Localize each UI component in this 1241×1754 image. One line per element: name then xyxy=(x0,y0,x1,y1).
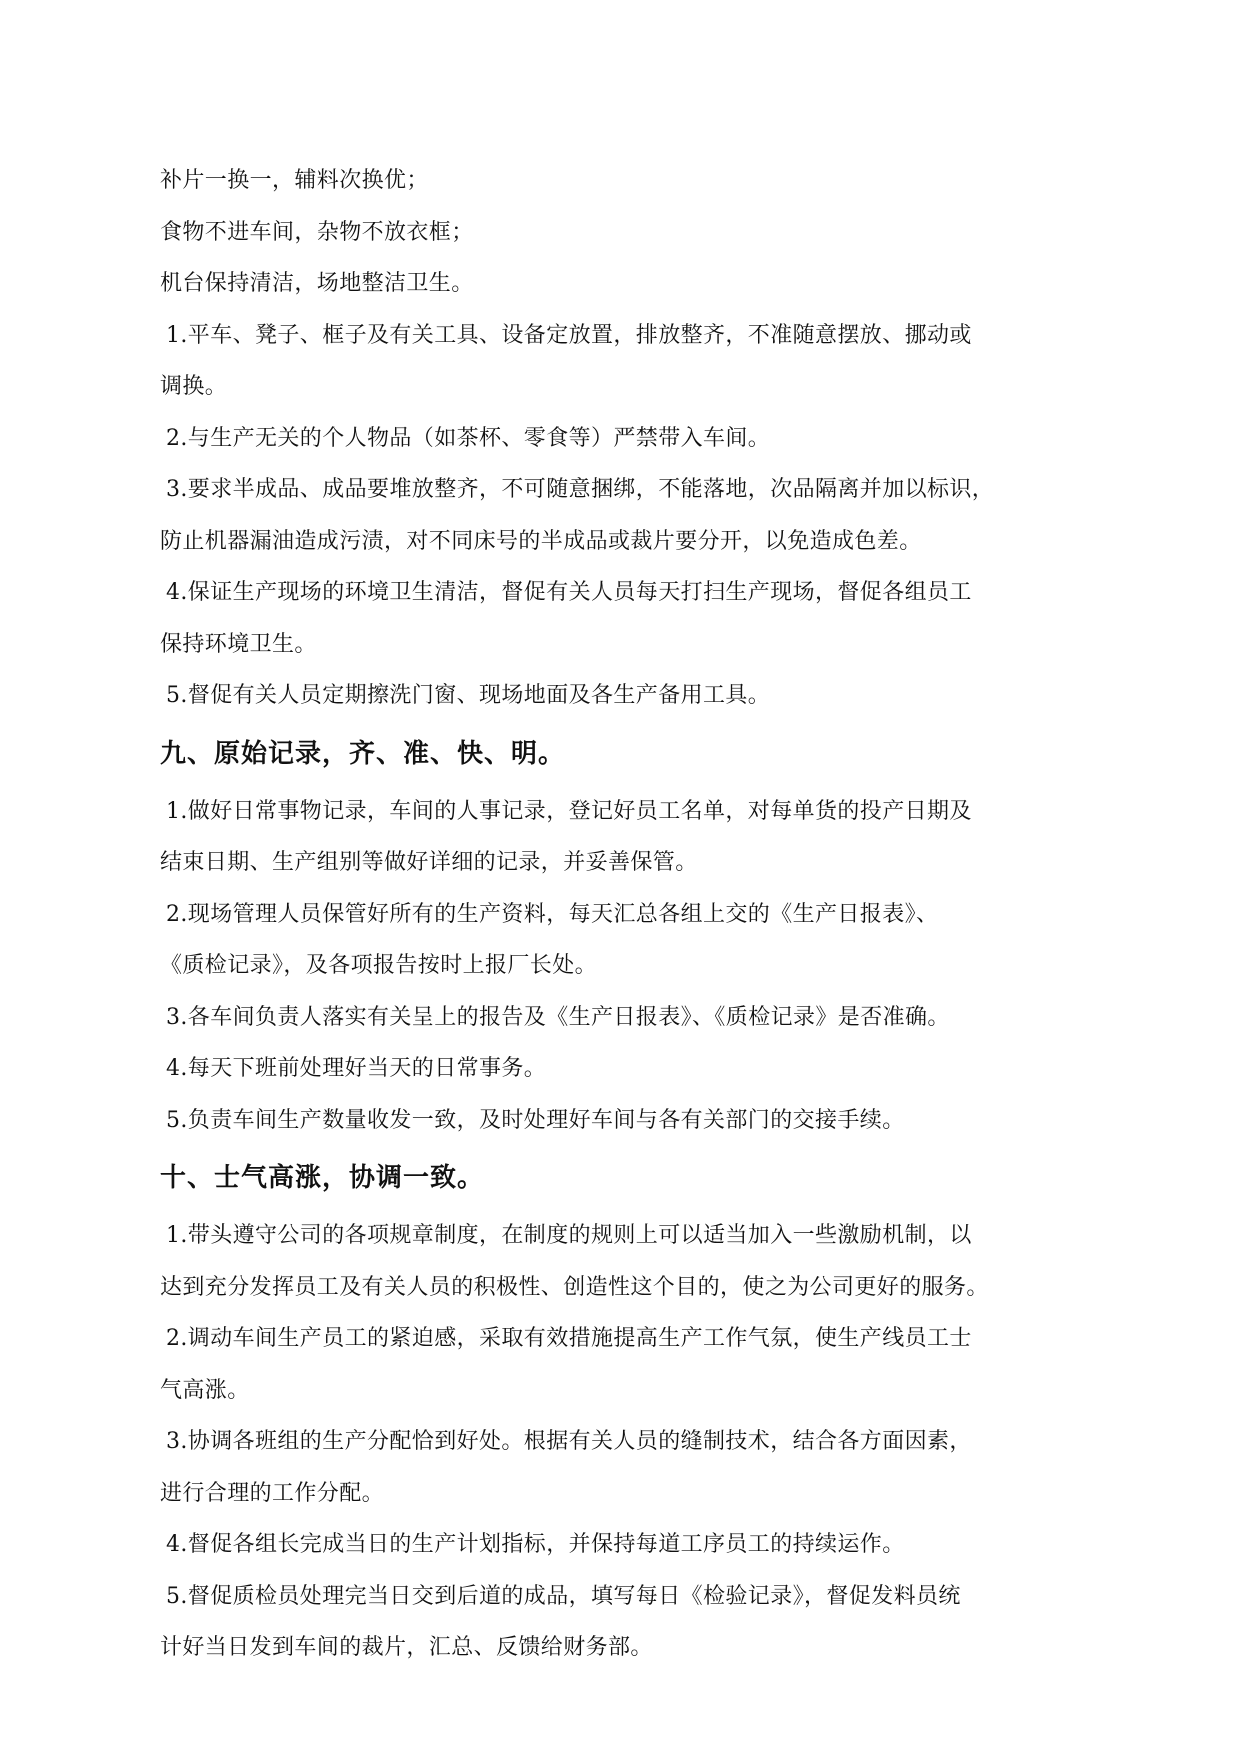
list-item-line: 《质检记录》，及各项报告按时上报厂长处。 xyxy=(160,953,598,978)
section-heading: 九、原始记录，齐、准、快、明。 xyxy=(160,738,566,769)
list-item-line: 3.各车间负责人落实有关呈上的报告及《生产日报表》、《质检记录》是否准确。 xyxy=(166,1004,950,1030)
document-page xyxy=(160,155,1080,1674)
list-item xyxy=(160,567,1080,670)
list-item-line: 1.带头遵守公司的各项规章制度，在制度的规则上可以适当加入一些激励机制，以 xyxy=(166,1223,972,1248)
list-item xyxy=(160,1519,1080,1571)
list-item xyxy=(160,1571,1080,1674)
list-item xyxy=(160,1313,1080,1416)
list-item-line: 防止机器漏油造成污渍，对不同床号的半成品或裁片要分开，以免造成色差。 xyxy=(160,528,922,554)
section-heading: 十、士气高涨，协调一致。 xyxy=(160,1163,485,1193)
section-9 xyxy=(160,722,1080,1147)
list-item-line: 5.督促质检员处理完当日交到后道的成品，填写每日《检验记录》，督促发料员统 xyxy=(166,1583,961,1609)
list-item xyxy=(160,413,1080,465)
list-item-line: 计好当日发到车间的裁片，汇总、反馈给财务部。 xyxy=(160,1635,653,1660)
list-item xyxy=(160,1416,1080,1519)
list-item-line: 1.平车、凳子、框子及有关工具、设备定放置，排放整齐，不准随意摆放、挪动或 xyxy=(166,322,972,348)
list-item xyxy=(160,992,1080,1044)
intro-line: 食物不进车间，杂物不放衣框； xyxy=(160,219,474,245)
intro-block xyxy=(160,155,1080,310)
list-item xyxy=(160,889,1080,992)
list-item xyxy=(160,786,1080,889)
intro-line: 补片一换一，辅料次换优； xyxy=(160,168,429,193)
list-item xyxy=(160,310,1080,413)
list-item-line: 1.做好日常事物记录，车间的人事记录，登记好员工名单，对每单货的投产日期及 xyxy=(166,798,972,824)
list-item-line: 调换。 xyxy=(160,374,228,399)
list-item xyxy=(160,1210,1080,1313)
list-item xyxy=(160,670,1080,722)
list-item-line: 4.每天下班前处理好当天的日常事务。 xyxy=(166,1056,547,1081)
list-item xyxy=(160,1095,1080,1147)
list-item xyxy=(160,1043,1080,1095)
list-item-line: 4.保证生产现场的环境卫生清洁，督促有关人员每天打扫生产现场，督促各组员工 xyxy=(166,580,972,605)
list-item-line: 进行合理的工作分配。 xyxy=(160,1480,385,1506)
list-item-line: 3.协调各班组的生产分配恰到好处。根据有关人员的缝制技术，结合各方面因素， xyxy=(166,1429,972,1454)
list-item-line: 4.督促各组长完成当日的生产计划指标，并保持每道工序员工的持续运作。 xyxy=(166,1532,905,1557)
intro-line: 机台保持清洁，场地整洁卫生。 xyxy=(160,271,474,296)
list-item-line: 5.负责车间生产数量收发一致，及时处理好车间与各有关部门的交接手续。 xyxy=(166,1107,905,1133)
section-10 xyxy=(160,1146,1080,1674)
list-item-line: 3.要求半成品、成品要堆放整齐，不可随意捆绑，不能落地，次品隔离并加以标识， xyxy=(166,477,995,502)
list-item-line: 保持环境卫生。 xyxy=(160,631,317,657)
list-item-line: 气高涨。 xyxy=(160,1377,250,1403)
list-item-line: 结束日期、生产组别等做好详细的记录，并妥善保管。 xyxy=(160,850,698,875)
section-8-list xyxy=(160,310,1080,722)
list-item xyxy=(160,464,1080,567)
list-item-line: 2.现场管理人员保管好所有的生产资料，每天汇总各组上交的《生产日报表》、 xyxy=(166,901,939,927)
list-item-line: 2.调动车间生产员工的紧迫感，采取有效措施提高生产工作气氛，使生产线员工士 xyxy=(166,1326,972,1351)
list-item-line: 达到充分发挥员工及有关人员的积极性、创造性这个目的，使之为公司更好的服务。 xyxy=(160,1274,989,1300)
list-item-line: 5.督促有关人员定期擦洗门窗、现场地面及各生产备用工具。 xyxy=(166,683,771,708)
list-item-line: 2.与生产无关的个人物品（如茶杯、零食等）严禁带入车间。 xyxy=(166,425,771,451)
